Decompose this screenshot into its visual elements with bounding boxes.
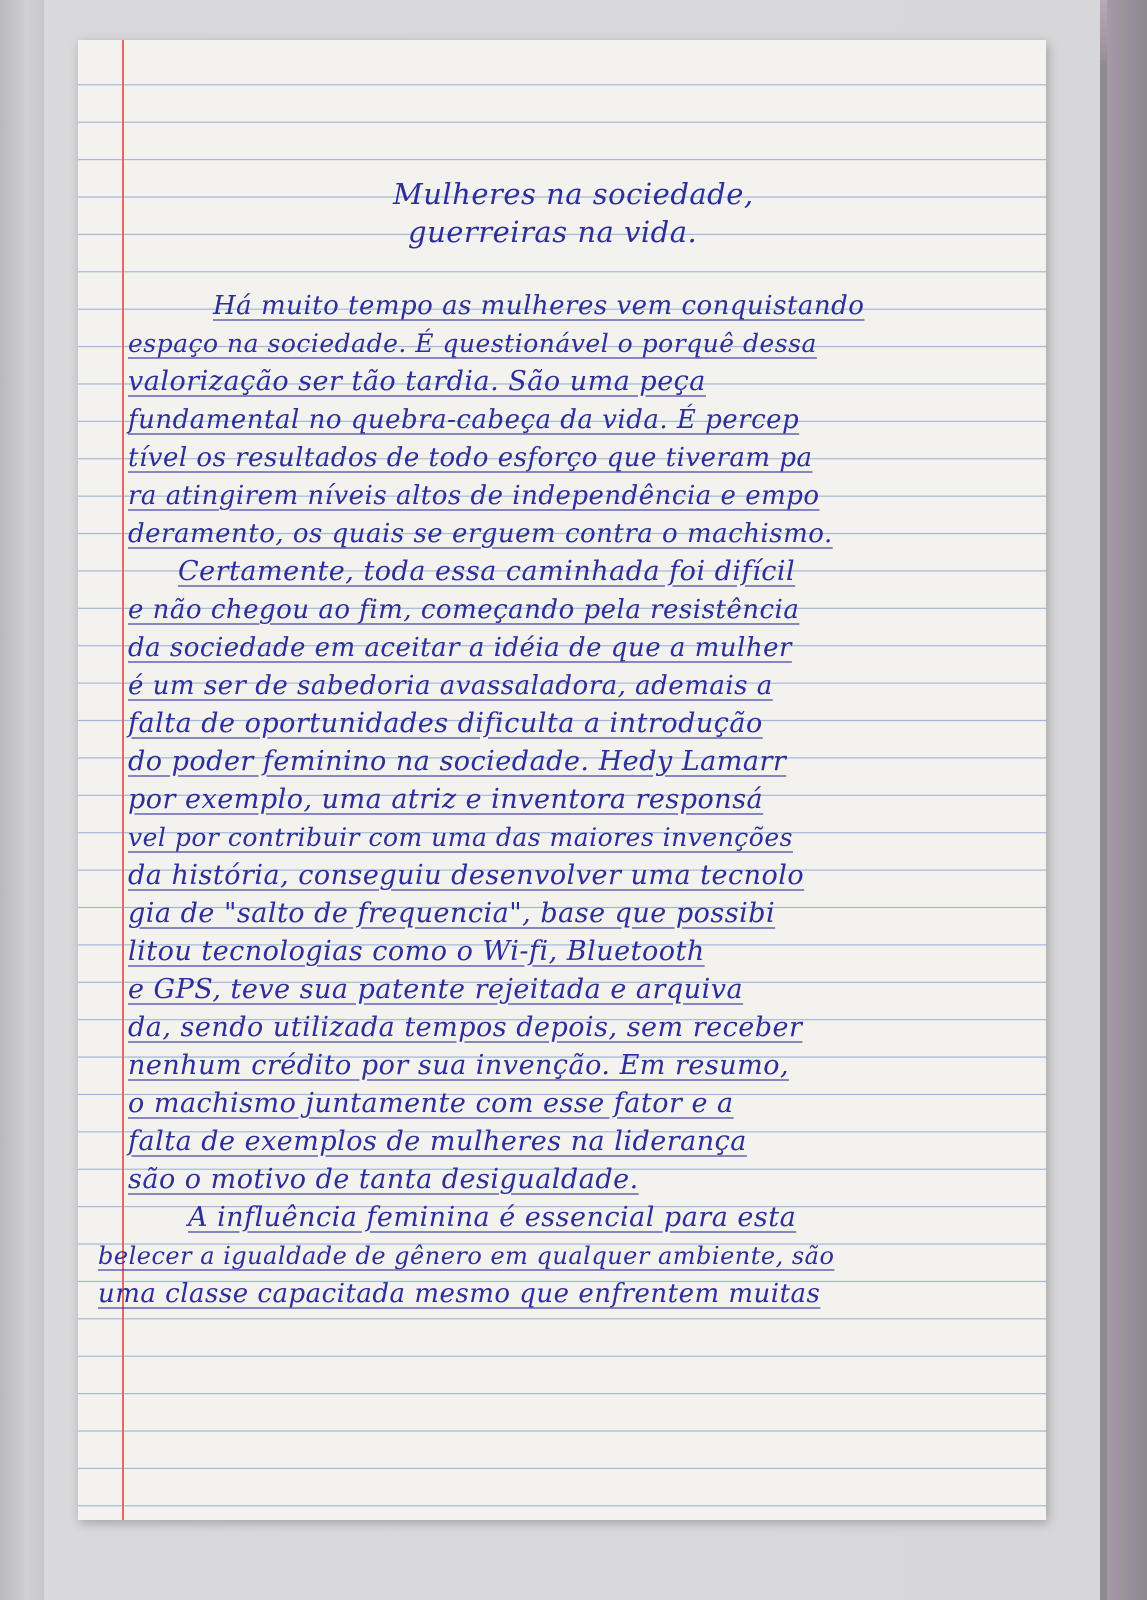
essay-line: da sociedade em aceitar a idéia de que a mulher: [128, 633, 792, 663]
essay-line: deramento, os quais se erguem contra o machismo.: [128, 519, 833, 549]
essay-line: do poder feminino na sociedade. Hedy Lamarr: [128, 746, 787, 777]
essay-line: falta de exemplos de mulheres na liderança: [128, 1126, 747, 1157]
background-surface-right: [1107, 0, 1147, 1600]
essay-line: é um ser de sabedoria avassaladora, ademais a: [128, 671, 773, 701]
essay-line: vel por contribuir com uma das maiores invenções: [128, 823, 793, 852]
essay-line: ra atingirem níveis altos de independência e empo: [128, 481, 820, 511]
essay-line: A influência feminina é essencial para esta: [188, 1202, 797, 1233]
essay-line: o machismo juntamente com esse fator e a: [128, 1088, 734, 1119]
essay-line: e GPS, teve sua patente rejeitada e arquiva: [128, 974, 744, 1005]
essay-line: Certamente, toda essa caminhada foi difícil: [178, 556, 796, 587]
essay-line: espaço na sociedade. É questionável o porquê dessa: [128, 329, 817, 358]
essay-line: Há muito tempo as mulheres vem conquistando: [213, 291, 865, 321]
essay-line: são o motivo de tanta desigualdade.: [128, 1164, 639, 1195]
essay-line: uma classe capacitada mesmo que enfrentem muitas: [98, 1279, 821, 1309]
essay-line: falta de oportunidades dificulta a introdução: [128, 708, 763, 739]
essay-line: litou tecnologias como o Wi-fi, Bluetooth: [128, 936, 705, 967]
essay-line: nenhum crédito por sua invenção. Em resumo,: [128, 1050, 790, 1081]
notebook-binding: [0, 0, 44, 1600]
essay-line: e não chegou ao fim, começando pela resistência: [128, 595, 800, 625]
essay-line: tível os resultados de todo esforço que tiveram pa: [128, 443, 813, 473]
essay-line: por exemplo, uma atriz e inventora responsá: [128, 784, 764, 815]
essay-title-line: Mulheres na sociedade,: [393, 177, 754, 211]
essay-line: fundamental no quebra-cabeça da vida. É percep: [128, 405, 800, 435]
essay-line: belecer a igualdade de gênero em qualquer ambiente, são: [98, 1242, 835, 1270]
notebook-page: [78, 40, 1046, 1520]
essay-line: gia de "salto de frequencia", base que possibi: [128, 898, 776, 929]
essay-line: da, sendo utilizada tempos depois, sem receber: [128, 1012, 803, 1043]
essay-line: valorização ser tão tardia. São uma peça: [128, 366, 706, 397]
essay-title-line: guerreiras na vida.: [408, 215, 698, 249]
essay-line: da história, conseguiu desenvolver uma tecnolo: [128, 860, 805, 891]
